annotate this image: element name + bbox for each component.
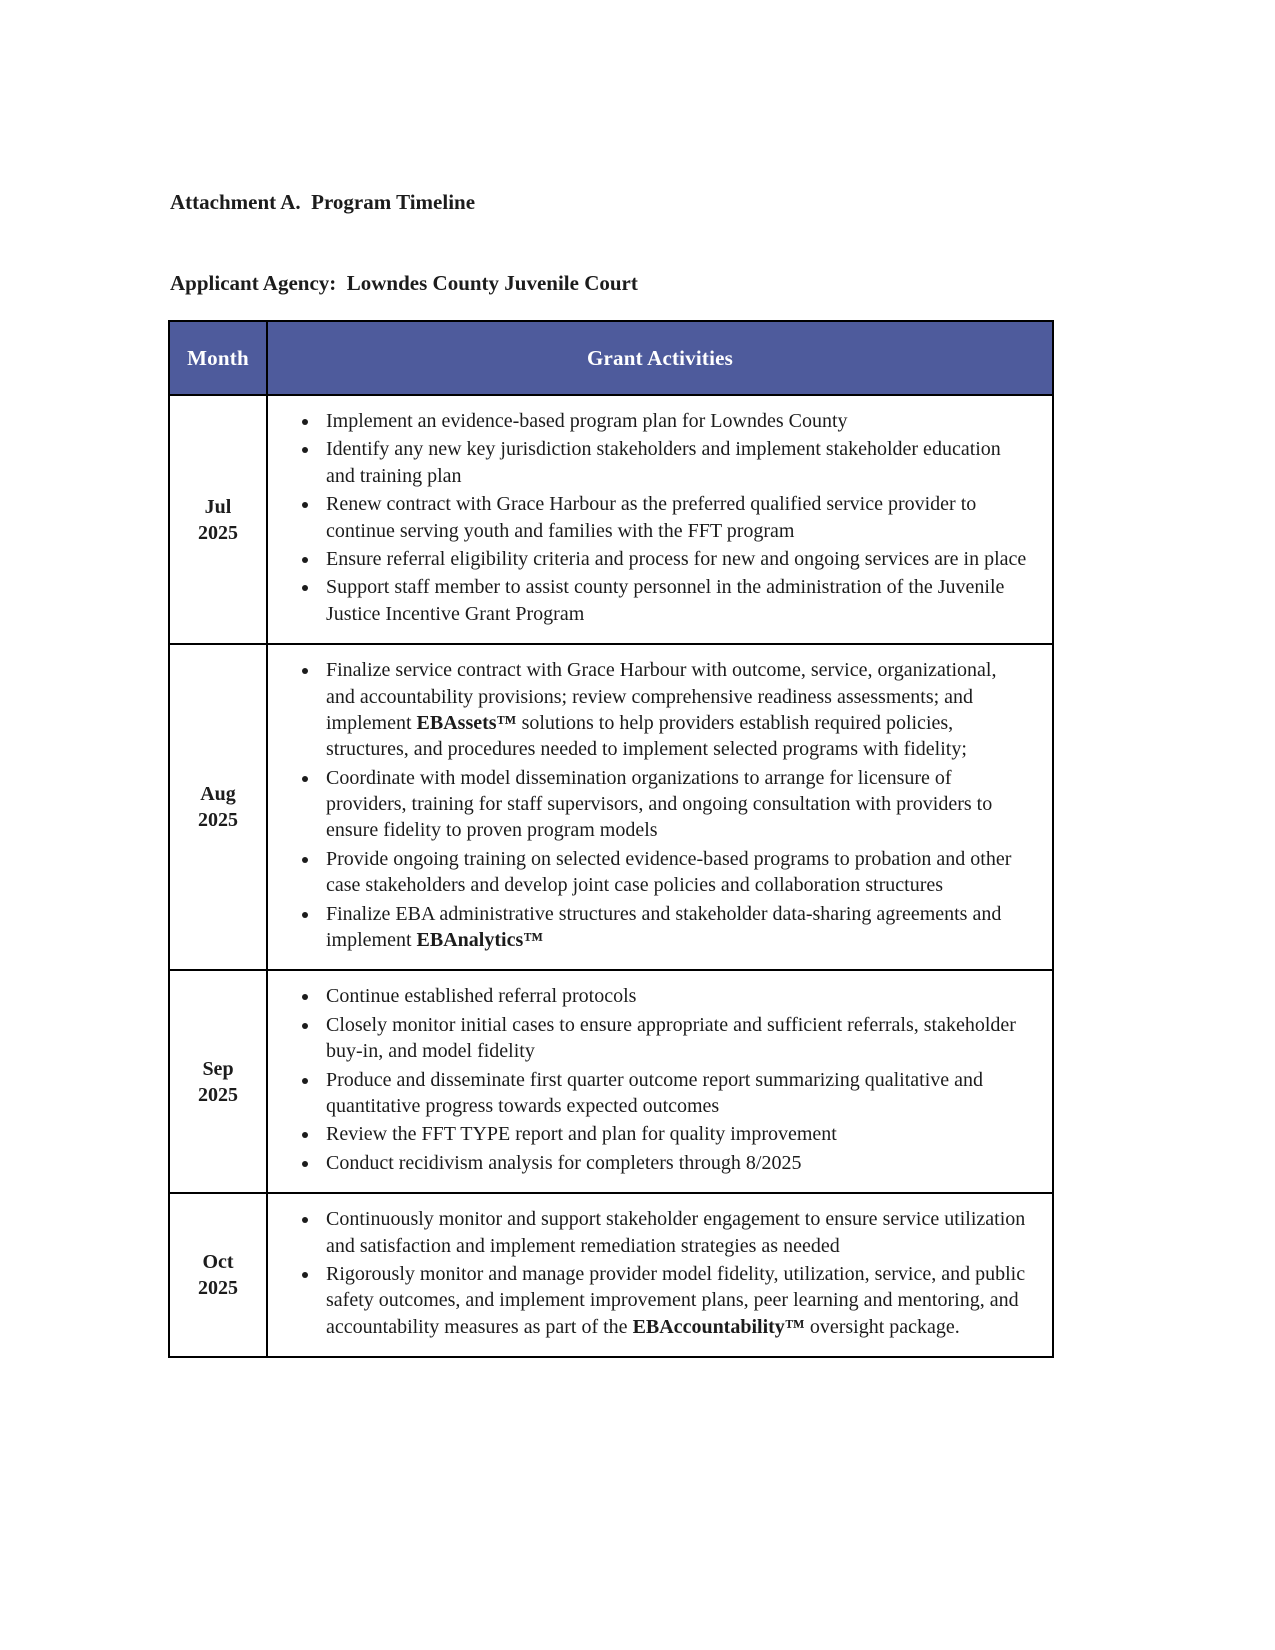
activity-text-bold: EBAnalytics™: [416, 929, 544, 952]
activity-text: Support staff member to assist county personnel in the administration of the Juvenile Justice Incentive Grant Program: [326, 576, 1005, 625]
month-line: 2025: [198, 809, 238, 832]
timeline-table-body: [169, 395, 1053, 1357]
activity-item: [320, 1067, 1030, 1120]
activity-text: oversight package.: [804, 1315, 960, 1338]
activity-item: [320, 546, 1030, 572]
month-line: Jul: [204, 495, 232, 518]
activities-cell: [267, 970, 1053, 1193]
column-header-grant-activities: Grant Activities: [267, 321, 1053, 395]
activity-text-bold: EBAssets™: [416, 711, 517, 734]
month-line: 2025: [198, 1277, 238, 1300]
document-title: Attachment A. Program Timeline: [170, 190, 476, 214]
activity-text: Continuously monitor and support stakeholder engagement to ensure service utilization and satisfaction and implement remediation strategies as needed: [326, 1208, 1026, 1257]
activity-text-bold: EBAccountability™: [632, 1315, 805, 1338]
activity-item: [320, 657, 1030, 763]
month-line: Sep: [202, 1057, 234, 1080]
activities-list: [282, 657, 1030, 953]
activity-item: [320, 1150, 1030, 1176]
activity-item: [320, 1261, 1030, 1340]
activity-text: Identify any new key jurisdiction stakeholders and implement stakeholder education and training plan: [326, 438, 1001, 487]
month-cell: [169, 970, 267, 1193]
column-header-month: Month: [169, 321, 267, 395]
table-header: [169, 321, 1053, 395]
table-row: [169, 644, 1053, 970]
table-row: [169, 1193, 1053, 1357]
activity-item: [320, 1121, 1030, 1147]
activity-text: Finalize EBA administrative structures and stakeholder data-sharing agreements and implement: [326, 902, 1002, 952]
activities-cell: [267, 644, 1053, 970]
month-line: 2025: [198, 521, 238, 544]
activity-text: Closely monitor initial cases to ensure appropriate and sufficient referrals, stakeholder buy-in, and model fidelity: [326, 1013, 1016, 1063]
activity-item: [320, 1012, 1030, 1065]
month-cell: [169, 395, 267, 644]
activity-text: solutions to help providers establish required policies, structures, and procedures needed to implement selected programs with fidelity;: [326, 711, 967, 761]
activity-text: Provide ongoing training on selected evidence-based programs to probation and other case stakeholders and develop joint case policies and collaboration structures: [326, 847, 1012, 897]
activity-text: Ensure referral eligibility criteria and process for new and ongoing services are in place: [326, 547, 1027, 570]
activity-text: Finalize service contract with Grace Harbour with outcome, service, organizational, and accountability provisions; review comprehensive readiness assessments; and implement: [326, 659, 997, 734]
activities-cell: [267, 1193, 1053, 1357]
applicant-agency-line: Applicant Agency: Lowndes County Juvenile Court: [170, 271, 638, 295]
program-timeline-table: [168, 320, 1054, 1358]
activity-text: Implement an evidence-based program plan for Lowndes County: [326, 410, 848, 432]
activity-item: [320, 491, 1030, 544]
activity-item: [320, 765, 1030, 844]
activity-text: Continue established referral protocols: [326, 985, 637, 1008]
activity-item: [320, 574, 1030, 627]
activity-item: [320, 846, 1030, 899]
activity-text: Review the FFT TYPE report and plan for quality improvement: [326, 1123, 837, 1146]
activity-text: Rigorously monitor and manage provider model fidelity, utilization, service, and public safety outcomes, and implement improvement plans, peer learning and mentoring, and accountability measures as part of the: [326, 1262, 1026, 1338]
month-line: 2025: [198, 1083, 238, 1106]
activity-text: Conduct recidivism analysis for completers through 8/2025: [326, 1151, 802, 1174]
table-row: [169, 395, 1053, 644]
activity-item: [320, 436, 1030, 489]
activities-cell: [267, 395, 1053, 644]
table-header-row: [169, 321, 1053, 395]
activities-list: [282, 408, 1030, 627]
month-cell: [169, 644, 267, 970]
table-row: [169, 970, 1053, 1193]
activity-item: [320, 983, 1030, 1009]
month-line: Aug: [200, 783, 236, 806]
activity-item: [320, 901, 1030, 954]
activity-item: [320, 408, 1030, 434]
activity-text: Renew contract with Grace Harbour as the preferred qualified service provider to continue serving youth and families with the FFT program: [326, 493, 977, 542]
activity-item: [320, 1206, 1030, 1259]
activity-text: Produce and disseminate first quarter outcome report summarizing qualitative and quantitative progress towards expected outcomes: [326, 1068, 984, 1117]
activity-text: Coordinate with model dissemination organizations to arrange for licensure of providers, training for staff supervisors, and ongoing consultation with providers to ensure fidelity to proven program models: [326, 766, 993, 842]
activities-list: [282, 983, 1030, 1176]
month-cell: [169, 1193, 267, 1357]
activities-list: [282, 1206, 1030, 1340]
month-line: Oct: [202, 1251, 234, 1274]
